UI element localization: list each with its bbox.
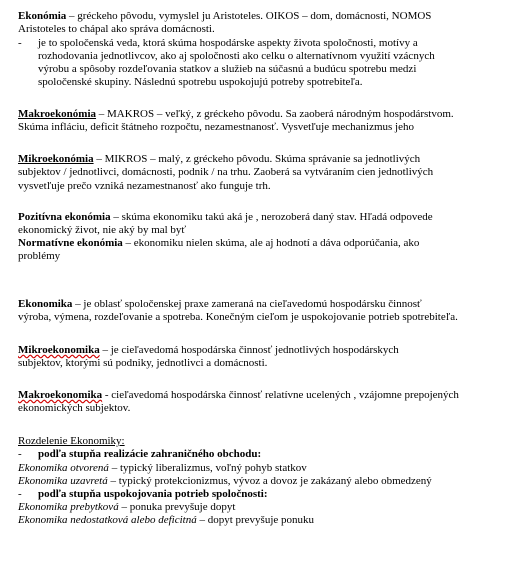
ekonomia-line-1: [18, 10, 431, 23]
open-economy-line: Ekonomika otvorená – typický liberalizmus, voľný pohyb statkov: [18, 462, 307, 474]
normativne-line-2: problémy: [18, 250, 61, 262]
division-criterion-trade: podľa stupňa realizácie zahraničného obchodu:: [38, 448, 262, 460]
ekonomika-line-1: Ekonomika – je oblasť spoločenskej praxe zameraná na cieľavedomú hospodársku činnosť: [18, 298, 422, 310]
makroekonomia-line-2: Skúma infláciu, deficit štátneho rozpočtu, nezamestnanosť. Vysvetľuje mechanizmus jeho: [18, 121, 414, 133]
pozitivna-line-1: Pozitívna ekonómia – skúma ekonomiku takú aká je , nerozoberá daný stav. Hľadá odpovede: [18, 211, 433, 223]
bullet-dash: -: [18, 488, 22, 500]
surplus-economy-line: Ekonomika prebytková – ponuka prevyšuje dopyt: [18, 501, 236, 513]
ekonomia-bullet-line-1: je to spoločenská veda, ktorá skúma hospodárske aspekty života spoločnosti, motívy a: [38, 37, 418, 49]
term-makroekonomia: Makroekonómia: [18, 108, 97, 120]
ekonomia-line-2: Aristoteles to chápal ako správa domácnosti.: [18, 23, 215, 35]
deficit-economy-line: Ekonomika nedostatková alebo deficitná – dopyt prevyšuje ponuku: [18, 514, 315, 526]
mikroekonomika-line-1: Mikroekonomika – je cieľavedomá hospodárska činnosť jednotlivých hospodárskych: [18, 344, 399, 356]
ekonomia-bullet-line-2: rozhodovania jednotlivcov, ako aj spoločnosti ako celku o alternatívnom využití vzácnych: [38, 50, 435, 62]
normativne-line-1: Normatívne ekonómia – ekonomiku nielen skúma, ale aj hodnotí a dáva odporúčania, ako: [18, 237, 420, 249]
mikroekonomia-line-3: vysvetľuje prečo vzniká nezamestnanosť ako funguje trh.: [18, 180, 271, 192]
mikroekonomika-line-2: subjektov, ktorými sú podniky, jednotlivci a domácnosti.: [18, 357, 268, 369]
term-ekonomia: Ekonómia: [18, 10, 67, 22]
division-criterion-needs: podľa stupňa uspokojovania potrieb spoločnosti:: [38, 488, 268, 500]
term-makroekonomika: Makroekonomika: [18, 389, 103, 401]
bullet-dash: -: [18, 37, 22, 49]
makroekonomika-line-1: Makroekonomika - cieľavedomá hospodárska činnosť relatívne ucelených , vzájomne prepojených: [18, 389, 459, 401]
makroekonomia-line-1: Makroekonómia – MAKROS – veľký, z gréckeho pôvodu. Sa zaoberá národným hospodárstvom.: [18, 108, 454, 120]
ekonomia-definition: – gréckeho pôvodu, vymyslel ju Aristoteles. OIKOS – dom, domácnosti, NOMOS: [66, 10, 432, 22]
makroekonomika-line-2: ekonomických subjektov.: [18, 402, 131, 414]
ekonomia-bullet-line-4: spoločenské skupiny. Následnú spotrebu uspokojujú potreby spotrebiteľa.: [38, 76, 363, 88]
term-normativne-ekonomia: Normatívne ekonómia: [18, 237, 123, 249]
term-pozitivna-ekonomia: Pozitívna ekonómia: [18, 211, 111, 223]
closed-economy-line: Ekonomika uzavretá – typický protekcionizmus, vývoz a dovoz je zakázaný alebo obmedzený: [18, 475, 432, 487]
ekonomia-bullet-line-3: výrobu a spôsoby rozdeľovania statkov a služieb na súčasnú a budúcu spotrebu medzi: [38, 63, 417, 75]
ekonomika-line-2: výroba, výmena, rozdeľovanie a spotreba. Konečným cieľom je uspokojovanie potrieb spotrebiteľa.: [18, 311, 458, 323]
term-mikroekonomia: Mikroekonómia: [18, 153, 94, 165]
rozdelenie-heading: Rozdelenie Ekonomiky:: [18, 435, 125, 447]
term-mikroekonomika: Mikroekonomika: [18, 344, 100, 356]
bullet-dash: -: [18, 448, 22, 460]
mikroekonomia-line-1: Mikroekonómia – MIKROS – malý, z gréckeho pôvodu. Skúma správanie sa jednotlivých: [18, 153, 421, 165]
pozitivna-line-2: ekonomický život, nie aký by mal byť: [18, 224, 187, 236]
term-ekonomika: Ekonomika: [18, 298, 73, 310]
mikroekonomia-line-2: subjektov / jednotlivci, domácnosti, podnik / na trhu. Zaoberá sa vytváraním cien jednotlivých: [18, 166, 434, 178]
